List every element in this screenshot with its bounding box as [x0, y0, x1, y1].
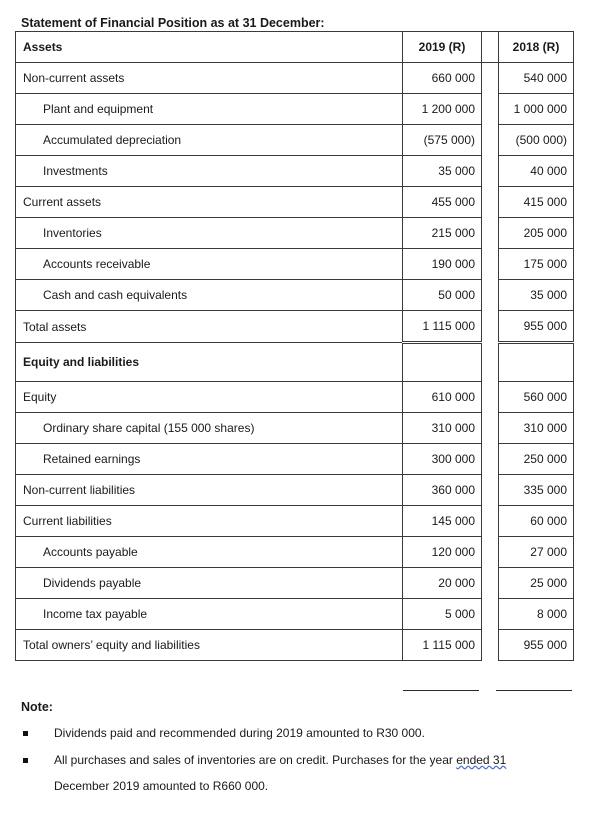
equity-heading-section	[16, 343, 574, 382]
row-label: Total owners’ equity and liabilities	[16, 630, 403, 661]
row-label: Non-current assets	[16, 63, 403, 94]
value-2019: 50 000	[403, 280, 482, 311]
value-2019: 1 115 000	[403, 311, 482, 343]
value-2018: 250 000	[499, 444, 574, 475]
table-row	[16, 311, 574, 343]
table-row	[16, 156, 574, 187]
note-text-underlined: ended 31	[456, 753, 507, 767]
column-gap	[482, 32, 499, 63]
value-2019: 190 000	[403, 249, 482, 280]
note-text: Dividends paid and recommended during 2019 amounted to R30 000.	[54, 726, 425, 740]
value-2018: (500 000)	[499, 125, 574, 156]
value-2019: 360 000	[403, 475, 482, 506]
blank-cell	[403, 343, 482, 382]
note-item	[54, 747, 574, 799]
value-2018: 175 000	[499, 249, 574, 280]
value-2018: 955 000	[499, 630, 574, 661]
table-row	[16, 280, 574, 311]
assets-header: Assets	[16, 32, 403, 63]
note-text: All purchases and sales of inventories are on credit. Purchases for the year	[54, 753, 457, 767]
value-2018: 1 000 000	[499, 94, 574, 125]
table-row	[16, 218, 574, 249]
value-2019: 1 115 000	[403, 630, 482, 661]
table-row	[16, 475, 574, 506]
table-row	[16, 599, 574, 630]
column-gap	[482, 94, 499, 125]
equity-heading-row	[16, 343, 574, 382]
row-label: Inventories	[16, 218, 403, 249]
row-label: Accounts receivable	[16, 249, 403, 280]
row-label: Cash and cash equivalents	[16, 280, 403, 311]
value-2018: 205 000	[499, 218, 574, 249]
year-2018-header: 2018 (R)	[499, 32, 574, 63]
column-gap	[482, 599, 499, 630]
value-2019: 35 000	[403, 156, 482, 187]
financial-position-table	[15, 31, 574, 661]
table-row	[16, 187, 574, 218]
value-2019: 610 000	[403, 382, 482, 413]
row-label: Current liabilities	[16, 506, 403, 537]
column-gap	[482, 187, 499, 218]
column-gap	[482, 156, 499, 187]
table-row	[16, 630, 574, 661]
blank-cell	[499, 343, 574, 382]
value-2019: 1 200 000	[403, 94, 482, 125]
row-label: Ordinary share capital (155 000 shares)	[16, 413, 403, 444]
value-2018: 415 000	[499, 187, 574, 218]
value-2018: 955 000	[499, 311, 574, 343]
column-gap	[482, 444, 499, 475]
value-2018: 560 000	[499, 382, 574, 413]
row-label: Dividends payable	[16, 568, 403, 599]
row-label: Income tax payable	[16, 599, 403, 630]
value-2019: 455 000	[403, 187, 482, 218]
column-gap	[482, 218, 499, 249]
value-2019: 310 000	[403, 413, 482, 444]
row-label: Equity	[16, 382, 403, 413]
value-2019: 20 000	[403, 568, 482, 599]
row-label: Non-current liabilities	[16, 475, 403, 506]
value-2018: 335 000	[499, 475, 574, 506]
value-2018: 8 000	[499, 599, 574, 630]
row-label: Total assets	[16, 311, 403, 343]
table-row	[16, 94, 574, 125]
document-title: Statement of Financial Position as at 31 December:	[21, 16, 325, 30]
table-row	[16, 537, 574, 568]
column-gap	[482, 568, 499, 599]
value-2018: 40 000	[499, 156, 574, 187]
column-gap	[482, 311, 499, 343]
note-item	[54, 720, 574, 746]
column-gap	[482, 63, 499, 94]
value-2019: (575 000)	[403, 125, 482, 156]
column-gap	[482, 506, 499, 537]
value-2018: 25 000	[499, 568, 574, 599]
table-row	[16, 382, 574, 413]
table-row	[16, 63, 574, 94]
row-label: Current assets	[16, 187, 403, 218]
bullet-icon	[23, 731, 28, 736]
year-2019-header: 2019 (R)	[403, 32, 482, 63]
value-2019: 300 000	[403, 444, 482, 475]
value-2018: 310 000	[499, 413, 574, 444]
table-row	[16, 125, 574, 156]
value-2018: 27 000	[499, 537, 574, 568]
column-gap	[482, 475, 499, 506]
total-underline-2019	[403, 690, 479, 691]
row-label: Plant and equipment	[16, 94, 403, 125]
assets-section	[16, 63, 574, 343]
row-label: Accumulated depreciation	[16, 125, 403, 156]
column-gap	[482, 413, 499, 444]
row-label: Accounts payable	[16, 537, 403, 568]
equity-liabilities-heading: Equity and liabilities	[16, 343, 403, 382]
equity-section	[16, 382, 574, 661]
table-row	[16, 413, 574, 444]
value-2019: 215 000	[403, 218, 482, 249]
row-label: Retained earnings	[16, 444, 403, 475]
value-2019: 145 000	[403, 506, 482, 537]
value-2019: 5 000	[403, 599, 482, 630]
column-gap	[482, 630, 499, 661]
table-header-row	[16, 32, 574, 63]
value-2019: 120 000	[403, 537, 482, 568]
row-label: Investments	[16, 156, 403, 187]
total-underline-2018	[496, 690, 572, 691]
bullet-icon	[23, 758, 28, 763]
table-row	[16, 568, 574, 599]
column-gap	[482, 249, 499, 280]
value-2018: 540 000	[499, 63, 574, 94]
value-2018: 60 000	[499, 506, 574, 537]
column-gap	[482, 537, 499, 568]
note-title: Note:	[21, 700, 53, 714]
column-gap	[482, 382, 499, 413]
column-gap	[482, 343, 499, 382]
column-gap	[482, 280, 499, 311]
table-row	[16, 444, 574, 475]
note-text: December 2019 amounted to R660 000.	[54, 779, 269, 793]
value-2018: 35 000	[499, 280, 574, 311]
value-2019: 660 000	[403, 63, 482, 94]
table-row	[16, 249, 574, 280]
table-row	[16, 506, 574, 537]
column-gap	[482, 125, 499, 156]
